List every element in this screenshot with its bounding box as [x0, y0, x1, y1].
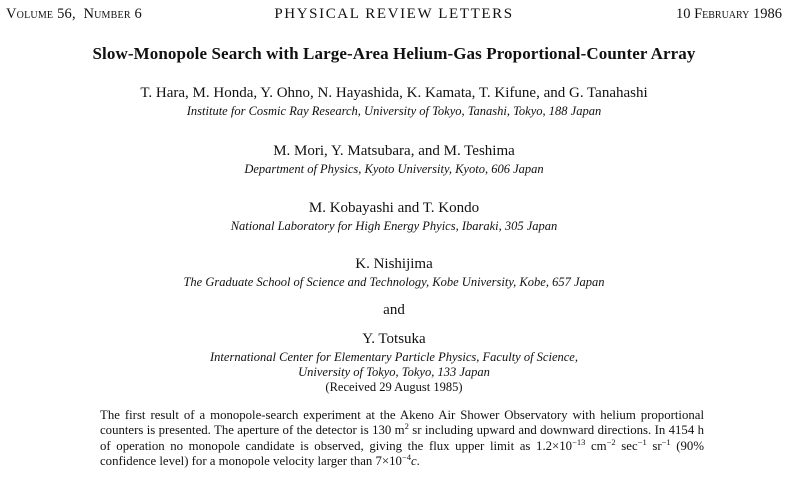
- affiliation-line-2: University of Tokyo, Tokyo, 133 Japan: [298, 365, 490, 379]
- author-names: K. Nishijima: [355, 256, 433, 272]
- superscript: −2: [606, 436, 616, 447]
- number-word: Number: [83, 6, 131, 22]
- paper-title: Slow-Monopole Search with Large-Area Helium-Gas Proportional-Counter Array: [92, 44, 696, 63]
- superscript: −1: [637, 436, 647, 447]
- author-names: M. Kobayashi and T. Kondo: [308, 200, 480, 216]
- and-separator: and: [383, 302, 405, 318]
- author-group-1: [0, 85, 788, 119]
- speed-of-light-symbol: c: [410, 454, 417, 469]
- running-header: [0, 6, 788, 26]
- abstract-text: cm: [585, 438, 607, 453]
- abstract-text: .: [416, 454, 420, 469]
- author-group-3: [0, 200, 788, 234]
- author-group-2: [0, 143, 788, 177]
- affiliation-line-1: International Center for Elementary Particle Physics, Faculty of Science,: [210, 350, 578, 364]
- abstract-text: sec: [615, 438, 638, 453]
- abstract-text: (90% confidence level) for a monopole velocity larger than 7×10: [100, 438, 704, 469]
- issue-date: 10 February 1986: [675, 6, 782, 22]
- abstract-text: sr: [646, 438, 662, 453]
- author-group-5: [0, 331, 788, 395]
- superscript: −1: [661, 436, 671, 447]
- affiliation: National Laboratory for High Energy Phyics, Ibaraki, 305 Japan: [230, 219, 558, 233]
- received-date: (Received 29 August 1985): [325, 380, 463, 394]
- superscript: −13: [572, 436, 586, 447]
- abstract-text: sr including upward and downward directions. In 4154 h of operation no monopole candidate is observed, giving the flux upper limit as 1.2×10: [100, 423, 704, 453]
- author-names: Y. Totsuka: [362, 331, 426, 347]
- author-names: T. Hara, M. Honda, Y. Ohno, N. Hayashida, K. Kamata, T. Kifune, and G. Tanahashi: [140, 85, 648, 101]
- abstract-text: The first result of a monopole-search experiment at the Akeno Air Shower Observatory with helium proportional counters is presented. The aperture of the detector is 130 m: [100, 408, 704, 438]
- abstract: [100, 408, 704, 470]
- volume-value: 56,: [57, 6, 76, 22]
- affiliation: Department of Physics, Kyoto University, Kyoto, 606 Japan: [244, 162, 544, 176]
- superscript: −4: [401, 452, 411, 463]
- affiliation: Institute for Cosmic Ray Research, University of Tokyo, Tanashi, Tokyo, 188 Japan: [186, 104, 602, 118]
- author-names: M. Mori, Y. Matsubara, and M. Teshima: [273, 143, 515, 159]
- journal-name: PHYSICAL REVIEW LETTERS: [274, 6, 514, 22]
- superscript: 2: [404, 421, 409, 432]
- number-value: 6: [134, 6, 142, 22]
- affiliation: The Graduate School of Science and Technology, Kobe University, Kobe, 657 Japan: [183, 275, 605, 289]
- volume-word: Volume: [6, 6, 54, 22]
- author-group-4: [0, 256, 788, 290]
